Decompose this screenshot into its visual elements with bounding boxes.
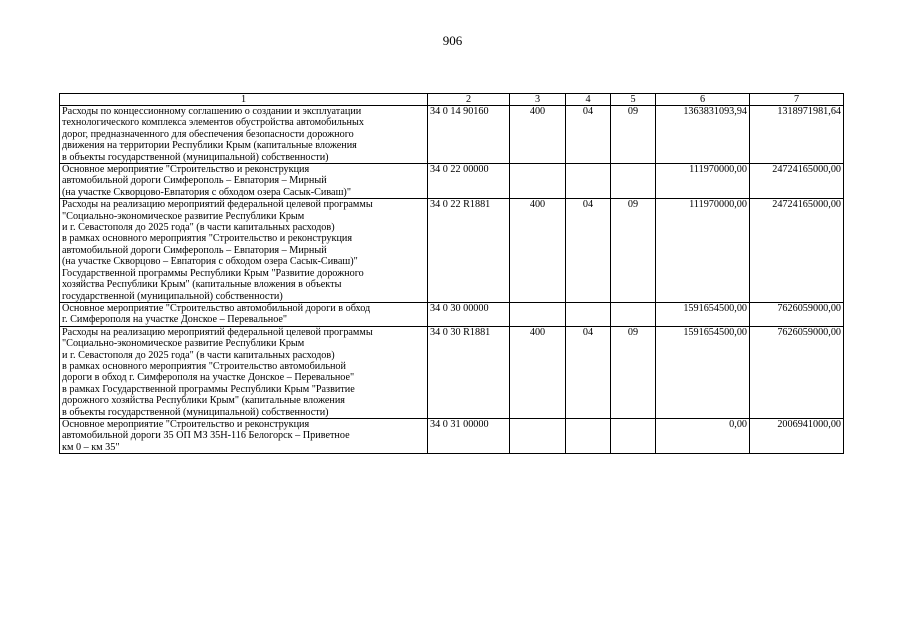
row-code: 34 0 22 00000 xyxy=(428,164,510,199)
row-amount-6: 111970000,00 xyxy=(656,199,750,303)
table-row xyxy=(60,164,844,199)
row-amount-6: 1591654500,00 xyxy=(656,302,750,326)
column-header: 5 xyxy=(611,94,656,106)
row-col4: 04 xyxy=(566,199,611,303)
row-col5 xyxy=(611,302,656,326)
table-row xyxy=(60,418,844,453)
row-col4 xyxy=(566,418,611,453)
row-code: 34 0 14 90160 xyxy=(428,106,510,164)
row-description: Основное мероприятие "Строительство автомобильной дороги в обход г. Симферополя на участке Донское – Перевальное" xyxy=(60,302,428,326)
row-amount-6: 0,00 xyxy=(656,418,750,453)
row-code: 34 0 22 R1881 xyxy=(428,199,510,303)
row-col3: 400 xyxy=(510,106,566,164)
row-amount-7: 2006941000,00 xyxy=(750,418,844,453)
column-header: 4 xyxy=(566,94,611,106)
row-description: Основное мероприятие "Строительство и реконструкция автомобильной дороги 35 ОП МЗ 35Н-116 Белогорск – Приветное км 0 – км 35" xyxy=(60,418,428,453)
row-code: 34 0 30 00000 xyxy=(428,302,510,326)
row-description: Расходы на реализацию мероприятий федеральной целевой программы "Социально-экономическое развитие Республики Крым и г. Севастополя до 2025 года" (в части капитальных расходов) в рамках основного мероприятия "Строительство автомобильной дороги в обход г. Симферополя на участке Донское – Перевальное" в рамках Государственной программы Республики Крым "Развитие дорожного хозяйства Республики Крым" (капитальные вложения в объекты государственной (муниципальной) собственности) xyxy=(60,326,428,418)
column-header: 2 xyxy=(428,94,510,106)
table-row xyxy=(60,106,844,164)
row-col4: 04 xyxy=(566,326,611,418)
column-header: 7 xyxy=(750,94,844,106)
row-col3 xyxy=(510,164,566,199)
column-header: 1 xyxy=(60,94,428,106)
row-amount-7: 7626059000,00 xyxy=(750,302,844,326)
row-col4 xyxy=(566,164,611,199)
column-header: 6 xyxy=(656,94,750,106)
row-description: Расходы по концессионному соглашению о создании и эксплуатации технологического комплекса элементов обустройства автомобильных дорог, предназначенного для обеспечения безопасности дорожного движения на территории Республики Крым (капитальные вложения в объекты государственной (муниципальной) собственности) xyxy=(60,106,428,164)
row-col5 xyxy=(611,418,656,453)
table-row xyxy=(60,302,844,326)
table-row xyxy=(60,199,844,303)
page-number: 906 xyxy=(442,33,463,48)
row-amount-6: 1363831093,94 xyxy=(656,106,750,164)
row-col4 xyxy=(566,302,611,326)
row-col5 xyxy=(611,164,656,199)
row-amount-6: 1591654500,00 xyxy=(656,326,750,418)
row-col3: 400 xyxy=(510,199,566,303)
row-amount-7: 24724165000,00 xyxy=(750,199,844,303)
row-description: Основное мероприятие "Строительство и реконструкция автомобильной дороги Симферополь – Евпатория – Мирный (на участке Скворцово-Евпатория с обходом озера Сасык-Сиваш)" xyxy=(60,164,428,199)
row-amount-6: 111970000,00 xyxy=(656,164,750,199)
column-header: 3 xyxy=(510,94,566,106)
row-col3: 400 xyxy=(510,326,566,418)
row-description: Расходы на реализацию мероприятий федеральной целевой программы "Социально-экономическое развитие Республики Крым и г. Севастополя до 2025 года" (в части капитальных расходов) в рамках основного мероприятия "Строительство и реконструкция автомобильной дороги Симферополь – Евпатория – Мирный (на участке Скворцово – Евпатория с обходом озера Сасык-Сиваш)" Государственной программы Республики Крым "Развитие дорожного хозяйства Республики Крым" (капитальные вложения в объекты государственной (муниципальной) собственности) xyxy=(60,199,428,303)
row-col5: 09 xyxy=(611,106,656,164)
table-row xyxy=(60,326,844,418)
row-col4: 04 xyxy=(566,106,611,164)
row-amount-7: 24724165000,00 xyxy=(750,164,844,199)
row-col5: 09 xyxy=(611,199,656,303)
row-code: 34 0 30 R1881 xyxy=(428,326,510,418)
row-col3 xyxy=(510,302,566,326)
row-amount-7: 7626059000,00 xyxy=(750,326,844,418)
row-col3 xyxy=(510,418,566,453)
row-code: 34 0 31 00000 xyxy=(428,418,510,453)
row-col5: 09 xyxy=(611,326,656,418)
budget-table xyxy=(59,93,844,454)
row-amount-7: 1318971981,64 xyxy=(750,106,844,164)
header-row xyxy=(60,94,844,106)
